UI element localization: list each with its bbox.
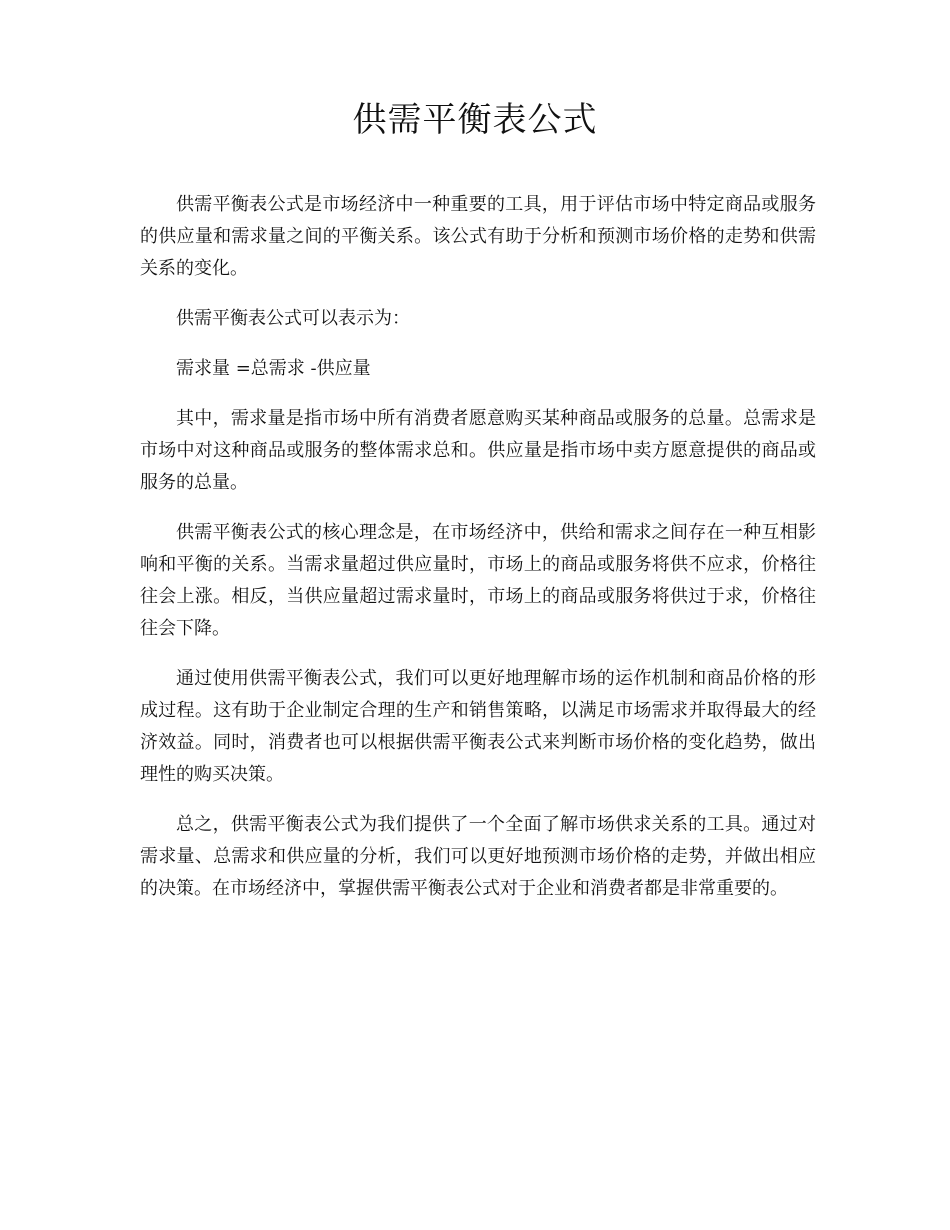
paragraph-intro: 供需平衡表公式是市场经济中一种重要的工具，用于评估市场中特定商品或服务的供应量和需求量之间的平衡关系。该公式有助于分析和预测市场价格的走势和供需关系的变化。 — [140, 194, 816, 279]
formula-line: 需求量 =总需求 -供应量 — [176, 358, 371, 379]
document-body — [140, 189, 816, 923]
paragraph-conclusion: 总之，供需平衡表公式为我们提供了一个全面了解市场供求关系的工具。通过对需求量、总需求和供应量的分析，我们可以更好地预测市场价格的走势，并做出相应的决策。在市场经济中，掌握供需平衡表公式对于企业和消费者都是非常重要的。 — [140, 814, 816, 899]
paragraph-definitions: 其中，需求量是指市场中所有消费者愿意购买某种商品或服务的总量。总需求是市场中对这种商品或服务的整体需求总和。供应量是指市场中卖方愿意提供的商品或服务的总量。 — [140, 408, 816, 493]
document-title: 供需平衡表公式 — [352, 100, 598, 140]
paragraph-usage: 通过使用供需平衡表公式，我们可以更好地理解市场的运作机制和商品价格的形成过程。这有助于企业制定合理的生产和销售策略，以满足市场需求并取得最大的经济效益。同时，消费者也可以根据供需平衡表公式来判断市场价格的变化趋势，做出理性的购买决策。 — [140, 668, 816, 785]
paragraph-core-idea: 供需平衡表公式的核心理念是，在市场经济中，供给和需求之间存在一种互相影响和平衡的关系。当需求量超过供应量时，市场上的商品或服务将供不应求，价格往往会上涨。相反，当供应量超过需求量时，市场上的商品或服务将供过于求，价格往往会下降。 — [140, 522, 816, 639]
paragraph-formula-lead: 供需平衡表公式可以表示为： — [176, 308, 410, 329]
